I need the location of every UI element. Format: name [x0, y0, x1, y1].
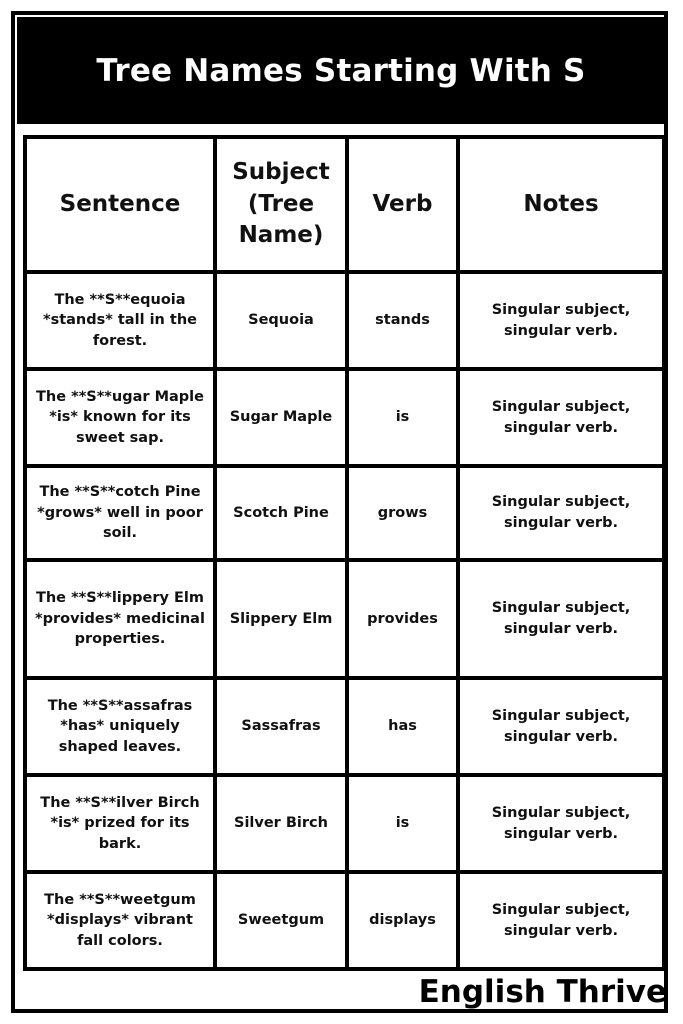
notes-cell: Singular subject, singular verb.	[458, 272, 664, 369]
table-row	[25, 560, 664, 678]
header-row	[25, 137, 664, 272]
header-verb: Verb	[347, 137, 458, 272]
table-row	[25, 369, 664, 466]
sentence-cell: The **S**weetgum *displays* vibrant fall colors.	[25, 872, 215, 969]
header-subject: Subject (Tree Name)	[215, 137, 347, 272]
verb-cell: displays	[347, 872, 458, 969]
notes-cell: Singular subject, singular verb.	[458, 560, 664, 678]
subject-cell: Slippery Elm	[215, 560, 347, 678]
sentence-cell: The **S**ugar Maple *is* known for its sweet sap.	[25, 369, 215, 466]
verb-cell: is	[347, 775, 458, 872]
subject-cell: Sugar Maple	[215, 369, 347, 466]
table-row	[25, 466, 664, 560]
notes-cell: Singular subject, singular verb.	[458, 369, 664, 466]
table-row	[25, 272, 664, 369]
sentence-cell: The **S**cotch Pine *grows* well in poor soil.	[25, 466, 215, 560]
table-row	[25, 775, 664, 872]
page-title: Tree Names Starting With S	[96, 52, 586, 89]
sentence-cell: The **S**ilver Birch *is* prized for its bark.	[25, 775, 215, 872]
verb-cell: is	[347, 369, 458, 466]
sentence-cell: The **S**equoia *stands* tall in the forest.	[25, 272, 215, 369]
sentence-cell: The **S**assafras *has* uniquely shaped leaves.	[25, 678, 215, 775]
table-row	[25, 678, 664, 775]
header-notes: Notes	[458, 137, 664, 272]
header-sentence: Sentence	[25, 137, 215, 272]
subject-cell: Sweetgum	[215, 872, 347, 969]
subject-cell: Sassafras	[215, 678, 347, 775]
notes-cell: Singular subject, singular verb.	[458, 678, 664, 775]
footer-brand: English Thrive	[418, 974, 667, 1010]
table-row	[25, 872, 664, 969]
subject-cell: Sequoia	[215, 272, 347, 369]
notes-cell: Singular subject, singular verb.	[458, 872, 664, 969]
notes-cell: Singular subject, singular verb.	[458, 466, 664, 560]
verb-cell: grows	[347, 466, 458, 560]
verb-cell: has	[347, 678, 458, 775]
verb-cell: provides	[347, 560, 458, 678]
sentence-cell: The **S**lippery Elm *provides* medicinal properties.	[25, 560, 215, 678]
title-banner	[17, 17, 665, 124]
verb-cell: stands	[347, 272, 458, 369]
notes-cell: Singular subject, singular verb.	[458, 775, 664, 872]
subject-cell: Scotch Pine	[215, 466, 347, 560]
subject-cell: Silver Birch	[215, 775, 347, 872]
tree-names-table	[23, 135, 666, 971]
